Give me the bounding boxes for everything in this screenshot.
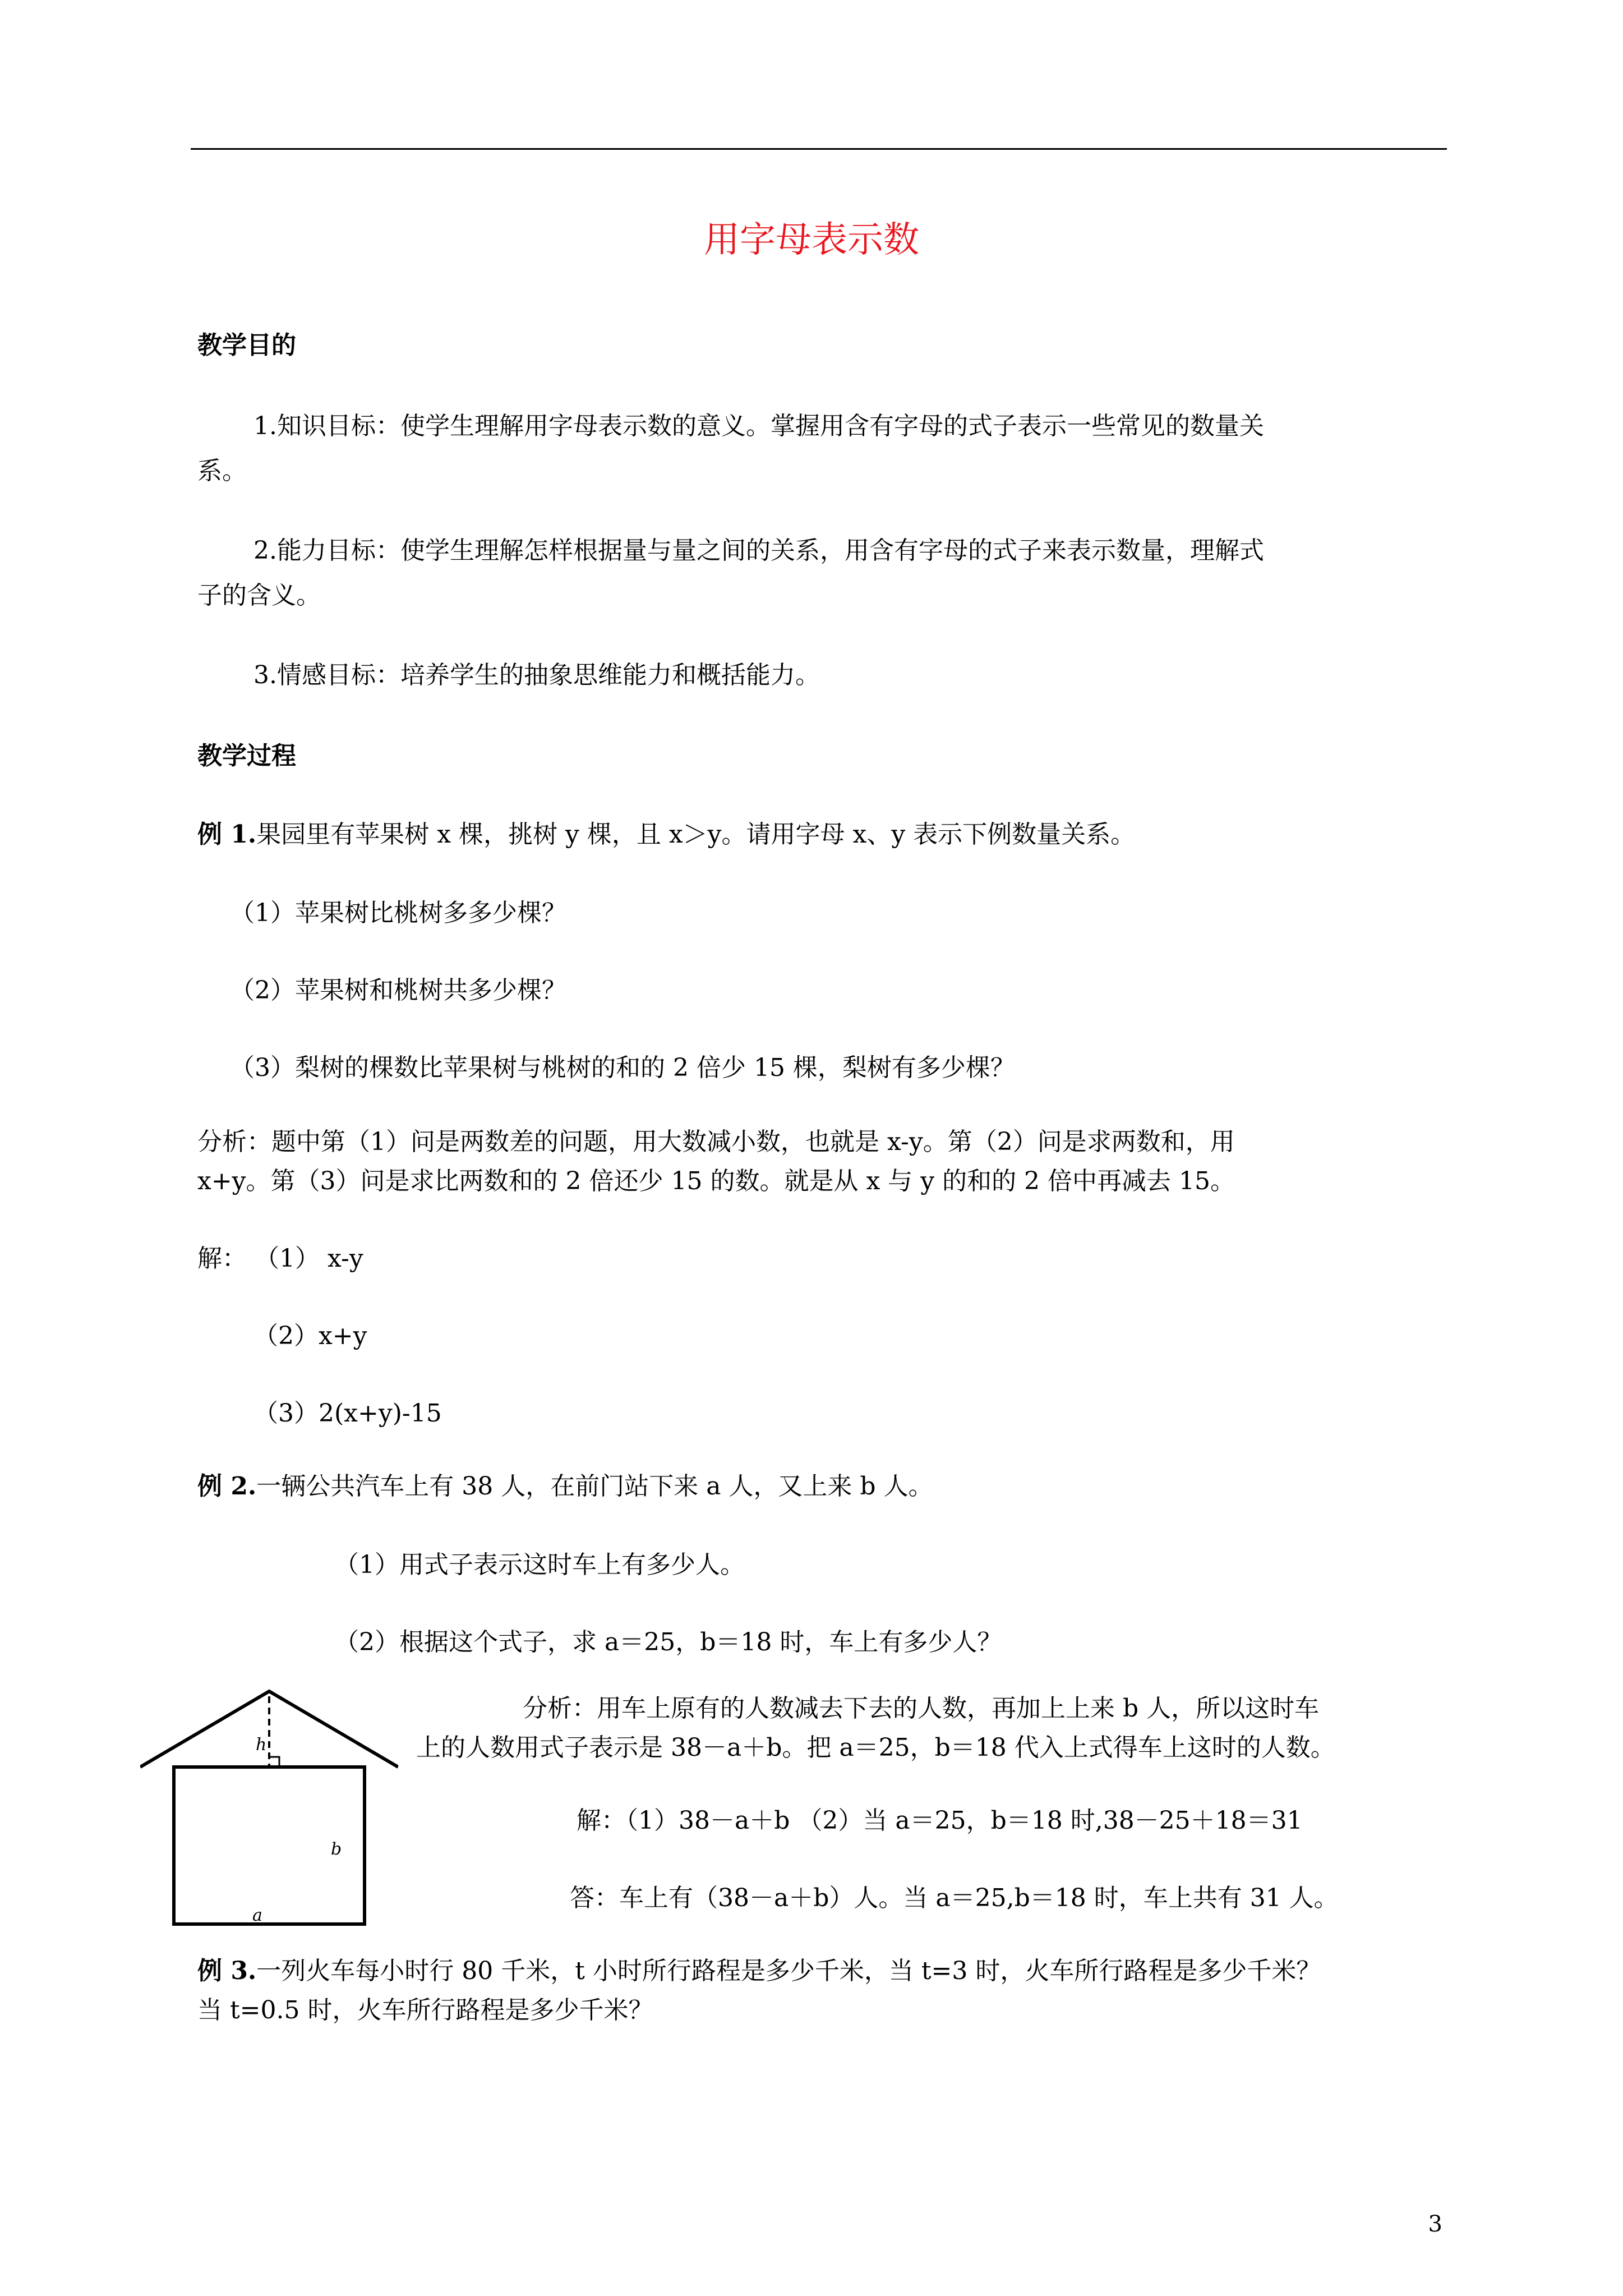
example-1-solution-2: （2）x+y xyxy=(253,1322,367,1350)
goal-1-line-2: 系。 xyxy=(197,457,247,485)
example-2-text: 一辆公共汽车上有 38 人，在前门站下来 a 人，又上来 b 人。 xyxy=(256,1472,933,1501)
example-1-q3: （3）梨树的棵数比苹果树与桃树的和的 2 倍少 15 棵，梨树有多少棵？ xyxy=(230,1053,1015,1082)
label-a: a xyxy=(252,1906,262,1925)
header-rule xyxy=(191,148,1447,150)
example-1 xyxy=(197,818,1135,852)
example-2-label: 例 2. xyxy=(197,1472,257,1501)
label-b: b xyxy=(331,1839,342,1859)
example-2-analysis-line-2: 上的人数用式子表示是 38－a＋b。把 a＝25，b＝18 代入上式得车上这时的人数。 xyxy=(416,1733,1335,1762)
example-1-q2: （2）苹果树和桃树共多少棵？ xyxy=(230,976,566,1005)
goal-2-line-2: 子的含义。 xyxy=(197,581,321,610)
goal-2-line-1: 2.能力目标：使学生理解怎样根据量与量之间的关系，用含有字母的式子来表示数量，理解式 xyxy=(253,536,1264,565)
goal-1-line-1: 1.知识目标：使学生理解用字母表示数的意义。掌握用含有字母的式子表示一些常见的数量关 xyxy=(253,412,1264,440)
example-2-q1: （1）用式子表示这时车上有多少人。 xyxy=(334,1550,745,1579)
page-number: 3 xyxy=(1428,2211,1442,2237)
example-1-solution-3: （3）2(x+y)-15 xyxy=(253,1399,442,1428)
example-1-label: 例 1. xyxy=(197,820,257,849)
page-title: 用字母表示数 xyxy=(704,219,919,261)
example-1-q1: （1）苹果树比桃树多多少棵？ xyxy=(230,899,566,927)
example-2-q2: （2）根据这个式子，求 a＝25，b＝18 时，车上有多少人？ xyxy=(334,1628,1002,1657)
example-1-solution-1: 解： （1） x-y xyxy=(197,1244,363,1273)
goals-heading: 教学目的 xyxy=(197,331,296,360)
example-3-line-1: 一列火车每小时行 80 千米，t 小时所行路程是多少千米，当 t=3 时，火车所行路程是多少千米？ xyxy=(256,1957,1321,1985)
house-diagram xyxy=(140,1688,398,1930)
goal-3: 3.情感目标：培养学生的抽象思维能力和概括能力。 xyxy=(253,661,820,689)
process-heading: 教学过程 xyxy=(197,742,296,770)
example-2 xyxy=(197,1470,933,1503)
example-2-answer: 答：车上有（38－a＋b）人。当 a＝25,b＝18 时，车上共有 31 人。 xyxy=(570,1884,1339,1912)
example-2-solution: 解：（1）38－a＋b （2）当 a＝25，b＝18 时,38－25＋18＝31 xyxy=(577,1806,1303,1835)
example-3 xyxy=(197,1954,1321,1988)
example-1-analysis-line-1: 分析：题中第（1）问是两数差的问题，用大数减小数，也就是 x-y。第（2）问是求两数和，用 xyxy=(197,1128,1235,1156)
label-h: h xyxy=(256,1735,267,1755)
example-3-line-2: 当 t=0.5 时，火车所行路程是多少千米？ xyxy=(197,1996,653,2024)
example-3-label: 例 3. xyxy=(197,1957,257,1985)
example-2-analysis-line-1: 分析：用车上原有的人数减去下去的人数，再加上上来 b 人，所以这时车 xyxy=(523,1694,1320,1723)
example-1-analysis-line-2: x+y。第（3）问是求比两数和的 2 倍还少 15 的数。就是从 x 与 y 的和的 2 倍中再减去 15。 xyxy=(197,1167,1235,1195)
example-1-text: 果园里有苹果树 x 棵，挑树 y 棵，且 x＞y。请用字母 x、y 表示下例数量关系。 xyxy=(256,820,1136,849)
